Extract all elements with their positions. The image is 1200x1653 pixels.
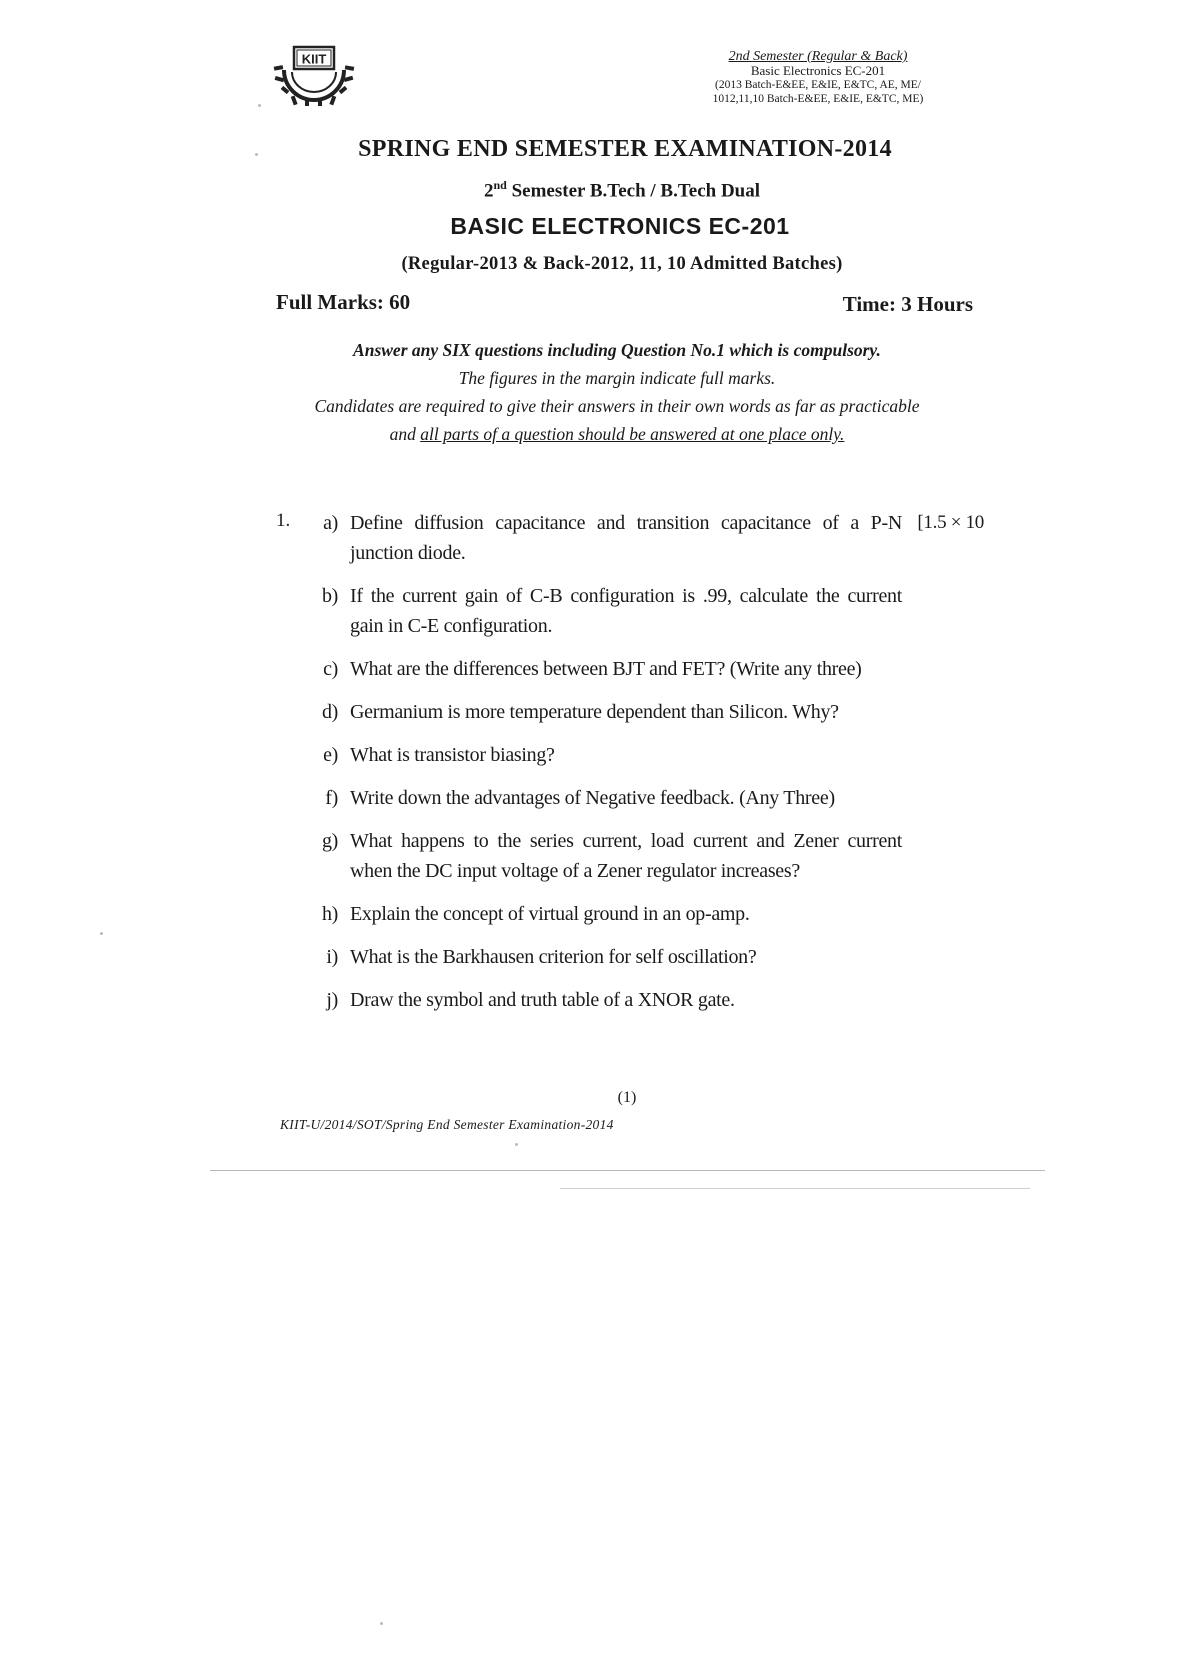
instruction-line-4 [262,420,972,448]
admitted-batches: (Regular-2013 & Back-2012, 11, 10 Admitted Batches) [401,254,843,274]
instruction-line-4-underlined: all parts of a question should be answered at one place only. [420,424,845,444]
part-text: Draw the symbol and truth table of a XNOR gate. [350,989,735,1011]
part-text: Explain the concept of virtual ground in an op-amp. [350,903,750,925]
semester-rest: Semester B.Tech / B.Tech Dual [506,180,761,202]
kiit-logo [272,44,356,106]
semester-ordinal: 2 [483,180,494,202]
question-part [306,942,986,972]
part-text: What are the differences between BJT and FET? (Write any three) [350,658,862,680]
instruction-line-2: The figures in the margin indicate full marks. [458,368,776,388]
part-text: Define diffusion capacitance and transition capacitance of a P-N junction diode. [350,512,902,564]
scan-edge-line [210,1170,1045,1171]
scan-speck [258,104,261,107]
question-number: 1. [276,510,291,531]
part-text: Write down the advantages of Negative feedback. (Any Three) [350,787,835,809]
part-label: b) [321,585,338,607]
part-text: What happens to the series current, load current and Zener current when the DC input voltage of a Zener regulator increases? [350,830,902,882]
question-part [306,826,986,886]
question-parts [306,508,986,1028]
page-number: (1) [617,1089,637,1106]
scan-speck [515,1143,518,1146]
part-text: If the current gain of C-B configuration is .99, calculate the current gain in C-E configuration. [350,585,902,637]
scan-edge-line [560,1188,1030,1189]
part-label: g) [321,830,338,852]
question-part [306,581,986,641]
kiit-logo-icon [272,44,356,106]
part-text: What is the Barkhausen criterion for self oscillation? [350,946,757,968]
subject-title: BASIC ELECTRONICS EC-201 [450,213,790,239]
semester-line [22,178,1200,202]
exam-title: SPRING END SEMESTER EXAMINATION-2014 [358,136,892,162]
corner-batch-line-2: 1012,11,10 Batch-E&EE, E&IE, E&TC, ME) [712,93,924,105]
part-text: What is transistor biasing? [350,744,555,766]
question-part [306,654,986,684]
corner-batch-line-1: (2013 Batch-E&EE, E&IE, E&TC, AE, ME/ [714,79,921,91]
question-part [306,697,986,727]
part-label: h) [321,903,338,925]
question-part [306,783,986,813]
question-part [306,985,986,1015]
part-label: i) [326,946,338,968]
part-label: a) [323,512,338,534]
scan-speck [255,153,258,156]
part-text: Germanium is more temperature dependent than Silicon. Why? [350,701,839,723]
instruction-line-4-prefix: and [389,424,421,444]
footer-code: KIIT-U/2014/SOT/Spring End Semester Examination-2014 [280,1117,614,1132]
instructions [262,336,972,448]
instruction-line-1: Answer any SIX questions including Question No.1 which is compulsory. [353,340,881,360]
part-label: c) [323,658,338,680]
course-info-block [668,50,968,106]
full-marks: Full Marks: 60 [276,290,411,314]
instruction-line-3: Candidates are required to give their answers in their own words as far as practicable [314,396,920,416]
question-marks: [1.5 × 10 [917,512,984,533]
corner-semester: 2nd Semester (Regular & Back) [728,49,908,64]
part-label: f) [325,787,338,809]
semester-ordinal-suffix: nd [493,178,507,192]
exam-time: Time: 3 Hours [842,292,973,316]
part-label: j) [326,989,338,1011]
part-label: e) [323,744,338,766]
scan-speck [100,932,103,935]
question-part [306,740,986,770]
kiit-logo-text: KIIT [301,51,327,67]
scan-speck [380,1622,383,1625]
corner-course: Basic Electronics EC-201 [750,63,886,78]
part-label: d) [321,701,338,723]
question-part [306,508,986,568]
question-part [306,899,986,929]
